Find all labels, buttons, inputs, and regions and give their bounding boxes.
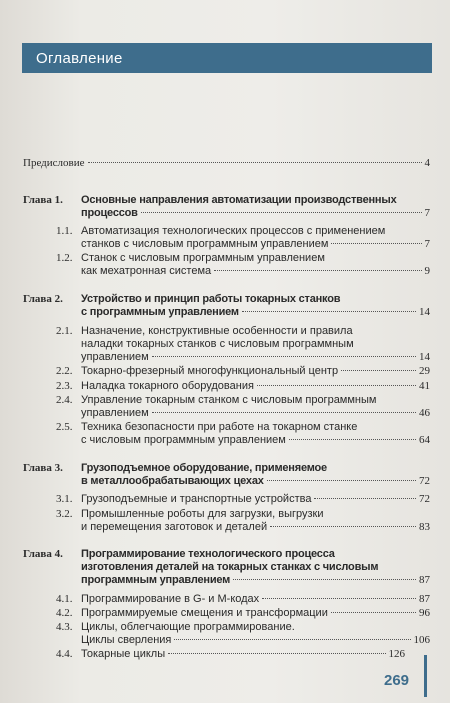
chapter-title-last-line [81, 475, 430, 488]
section-entry-end [81, 493, 430, 506]
chapter-title-line: в металлообрабатывающих цехах [81, 475, 264, 487]
section-entry-end [81, 265, 430, 278]
page-ref: 4 [424, 157, 430, 169]
page-number: 269 [384, 672, 410, 689]
leader-dots [270, 526, 416, 527]
chapter-title-line: программным управлением [81, 574, 231, 586]
section-title-line: Станок с числовым программным управлением [81, 252, 325, 264]
page-ref: 41 [419, 380, 430, 392]
section-title-line: Наладка токарного оборудования [81, 380, 254, 392]
chapter-title-last-line [81, 207, 430, 220]
chapter-title-last-line [81, 574, 430, 587]
chapter-label: Глава 2. [23, 293, 63, 305]
leader-dots [152, 412, 416, 413]
section-title-line: Токарные циклы [81, 648, 166, 660]
section-number: 2.1. [56, 325, 73, 337]
chapter-title-line: Программирование технологического процесса [81, 548, 335, 560]
section-title-line: Циклы сверления [81, 634, 172, 646]
section-title-line: наладки токарных станков с числовым программным [81, 338, 354, 350]
section-number: 4.1. [56, 593, 73, 605]
leader-dots [174, 639, 410, 640]
section-title-line: Автоматизация технологических процессов с применением [81, 225, 386, 237]
leader-dots [141, 212, 422, 213]
section-entry-end [81, 407, 430, 420]
page-ref: 7 [424, 207, 430, 219]
leader-dots [262, 598, 416, 599]
page-edge-bar [424, 655, 427, 697]
section-entry-end [81, 380, 430, 393]
leader-dots [242, 311, 416, 312]
leader-dots [314, 498, 416, 499]
section-number: 2.3. [56, 380, 73, 392]
leader-dots [88, 162, 422, 163]
section-number: 2.4. [56, 394, 73, 406]
page-ref: 87 [419, 574, 430, 586]
section-title-line: с числовым программным управлением [81, 434, 286, 446]
chapter-title-line: процессов [81, 207, 138, 219]
page-ref: 106 [413, 634, 430, 646]
page-ref: 9 [424, 265, 430, 277]
page-ref: 126 [388, 648, 405, 660]
section-number: 4.4. [56, 648, 73, 660]
leader-dots [214, 270, 421, 271]
leader-dots [168, 653, 385, 654]
section-number: 2.2. [56, 365, 73, 377]
section-entry-end [81, 634, 430, 647]
chapter-title-line: изготовления деталей на токарных станках с числовым [81, 561, 379, 573]
section-entry-end [81, 648, 405, 661]
chapter-title-last-line [81, 306, 430, 319]
chapter-title-line: Грузоподъемное оборудование, применяемое [81, 462, 327, 474]
section-title-line: Программирование в G- и M-кодах [81, 593, 260, 605]
section-number: 4.2. [56, 607, 73, 619]
page-ref: 72 [419, 493, 430, 505]
page-ref: 96 [419, 607, 430, 619]
chapter-title-line: Устройство и принцип работы токарных станков [81, 293, 341, 305]
chapter-label: Глава 4. [23, 548, 63, 560]
section-entry-end [81, 365, 430, 378]
section-entry-end [81, 607, 430, 620]
page-ref: 83 [419, 521, 430, 533]
section-number: 1.1. [56, 225, 73, 237]
chapter-title-line: Основные направления автоматизации производственных [81, 194, 397, 206]
section-number: 2.5. [56, 421, 73, 433]
toc-heading: Оглавление [36, 49, 123, 67]
section-title-line: станков с числовым программным управлением [81, 238, 329, 250]
section-title-line: Управление токарным станком с числовым программным [81, 394, 377, 406]
leader-dots [341, 370, 416, 371]
page-ref: 87 [419, 593, 430, 605]
section-title-line: Промышленные роботы для загрузки, выгрузки [81, 508, 324, 520]
leader-dots [152, 356, 416, 357]
section-number: 1.2. [56, 252, 73, 264]
section-number: 3.2. [56, 508, 73, 520]
section-title-line: Грузоподъемные и транспортные устройства [81, 493, 312, 505]
page-ref: 14 [419, 306, 430, 318]
section-title-line: Техника безопасности при работе на токарном станке [81, 421, 358, 433]
leader-dots [233, 579, 416, 580]
section-entry-end [81, 434, 430, 447]
section-title-line: Токарно-фрезерный многофункциональный центр [81, 365, 339, 377]
toc-entry-preface [23, 157, 430, 170]
section-title-line: Программируемые смещения и трансформации [81, 607, 328, 619]
section-title-line: как мехатронная система [81, 265, 212, 277]
page-ref: 29 [419, 365, 430, 377]
section-entry-end [81, 521, 430, 534]
toc-header-band [22, 43, 432, 73]
section-entry-end [81, 351, 430, 364]
section-title-line: управлением [81, 407, 149, 419]
section-entry-end [81, 593, 430, 606]
section-title-line: управлением [81, 351, 149, 363]
section-entry-end [81, 238, 430, 251]
leader-dots [289, 439, 416, 440]
leader-dots [331, 243, 421, 244]
page-ref: 64 [419, 434, 430, 446]
section-title-line: и перемещения заготовок и деталей [81, 521, 268, 533]
chapter-label: Глава 3. [23, 462, 63, 474]
page-ref: 46 [419, 407, 430, 419]
page-ref: 72 [419, 475, 430, 487]
chapter-title-line: с программным управлением [81, 306, 239, 318]
page-ref: 14 [419, 351, 430, 363]
section-number: 4.3. [56, 621, 73, 633]
leader-dots [257, 385, 416, 386]
chapter-label: Глава 1. [23, 194, 63, 206]
section-title-line: Циклы, облегчающие программирование. [81, 621, 295, 633]
section-title-line: Назначение, конструктивные особенности и правила [81, 325, 353, 337]
leader-dots [331, 612, 416, 613]
page-ref: 7 [424, 238, 430, 250]
preface-label: Предисловие [23, 157, 85, 169]
section-number: 3.1. [56, 493, 73, 505]
leader-dots [267, 480, 416, 481]
